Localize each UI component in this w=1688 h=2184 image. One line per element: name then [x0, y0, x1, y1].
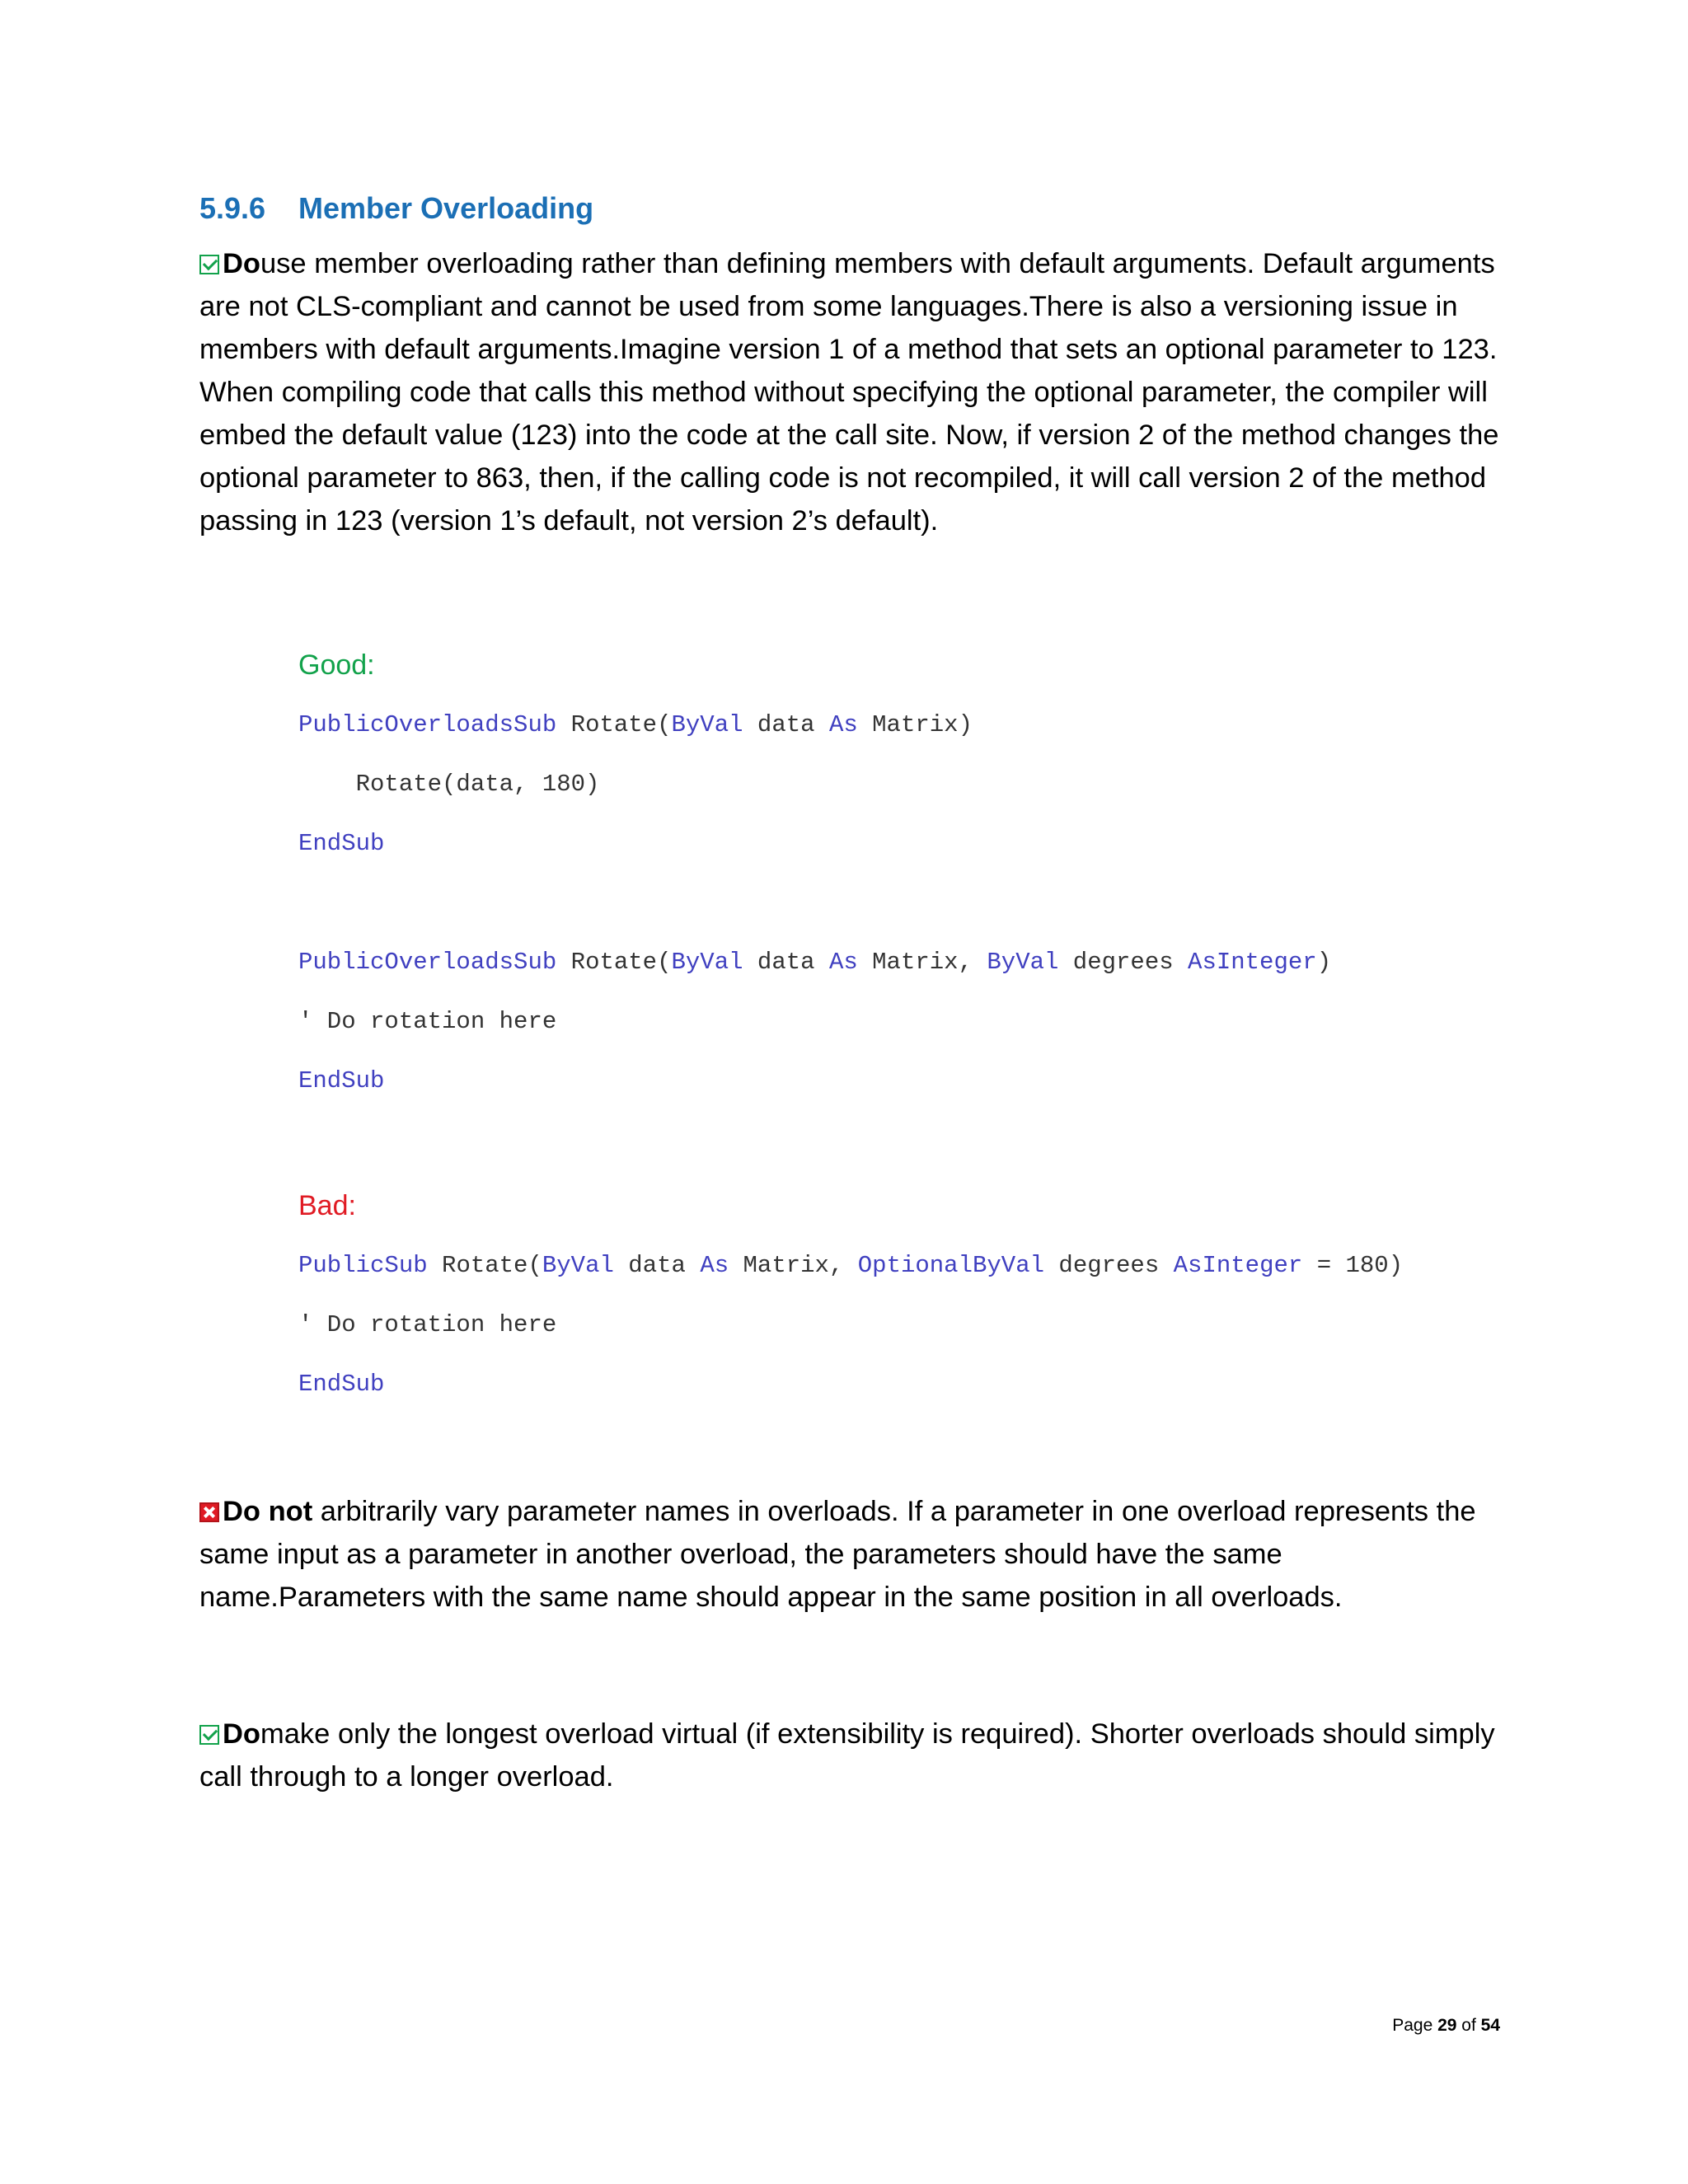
code-line: PublicSub Rotate(ByVal data As Matrix, OptionalByVal degrees AsInteger = 180)	[298, 1252, 1404, 1279]
good-example	[298, 644, 1502, 1098]
section-number: 5.9.6	[199, 191, 266, 225]
code-line: PublicOverloadsSub Rotate(ByVal data As Matrix)	[298, 711, 973, 738]
code-line: PublicOverloadsSub Rotate(ByVal data As Matrix, ByVal degrees AsInteger)	[298, 949, 1332, 976]
bad-label: Bad:	[298, 1190, 356, 1221]
code-line: EndSub	[298, 1371, 385, 1398]
code-comment: ' Do rotation here	[298, 1311, 557, 1338]
bad-example	[298, 1185, 1502, 1401]
good-label: Good:	[298, 649, 375, 681]
do-keyword: Do	[223, 1718, 260, 1750]
code-line: EndSub	[298, 830, 385, 857]
guideline-text: make only the longest overload virtual (if extensibility is required). Shorter overloads should simply call through to a longer overload.	[199, 1718, 1495, 1793]
checkbox-icon	[199, 255, 219, 274]
section-title: Member Overloading	[298, 191, 594, 225]
guideline-paragraph-2	[199, 1490, 1502, 1619]
code-line: Rotate(data, 180)	[298, 771, 600, 798]
code-comment: ' Do rotation here	[298, 1008, 557, 1035]
section-heading	[199, 188, 1502, 229]
checkbox-icon	[199, 1725, 219, 1745]
do-not-keyword: Do not	[223, 1496, 313, 1527]
guideline-text: arbitrarily vary parameter names in overloads. If a parameter in one overload represents the same input as a parameter in another overload, the parameters should have the same name.Parameters with the same name should appear in the same position in all overloads.	[199, 1496, 1476, 1613]
x-box-icon	[199, 1502, 219, 1522]
guideline-paragraph-3	[199, 1713, 1502, 1798]
total-pages: 54	[1480, 2016, 1500, 2035]
current-page: 29	[1437, 2016, 1457, 2035]
code-line: EndSub	[298, 1067, 385, 1094]
guideline-text: use member overloading rather than defining members with default arguments. Default arguments are not CLS-compliant and cannot be used from some languages.There is also a versioning issue in members with default arguments.Imagine version 1 of a method that sets an optional parameter to 123. When compiling code that calls this method without specifying the optional parameter, the compiler will embed the default value (123) into the code at the call site. Now, if version 2 of the method changes the optional parameter to 863, then, if the calling code is not recompiled, it will call version 2 of the method passing in 123 (version 1’s default, not version 2’s default).	[199, 248, 1499, 537]
page-content	[199, 188, 1502, 1798]
do-keyword: Do	[223, 248, 260, 279]
page-footer: Page 29 of 54	[1392, 2016, 1500, 2035]
guideline-paragraph-1	[199, 242, 1502, 542]
